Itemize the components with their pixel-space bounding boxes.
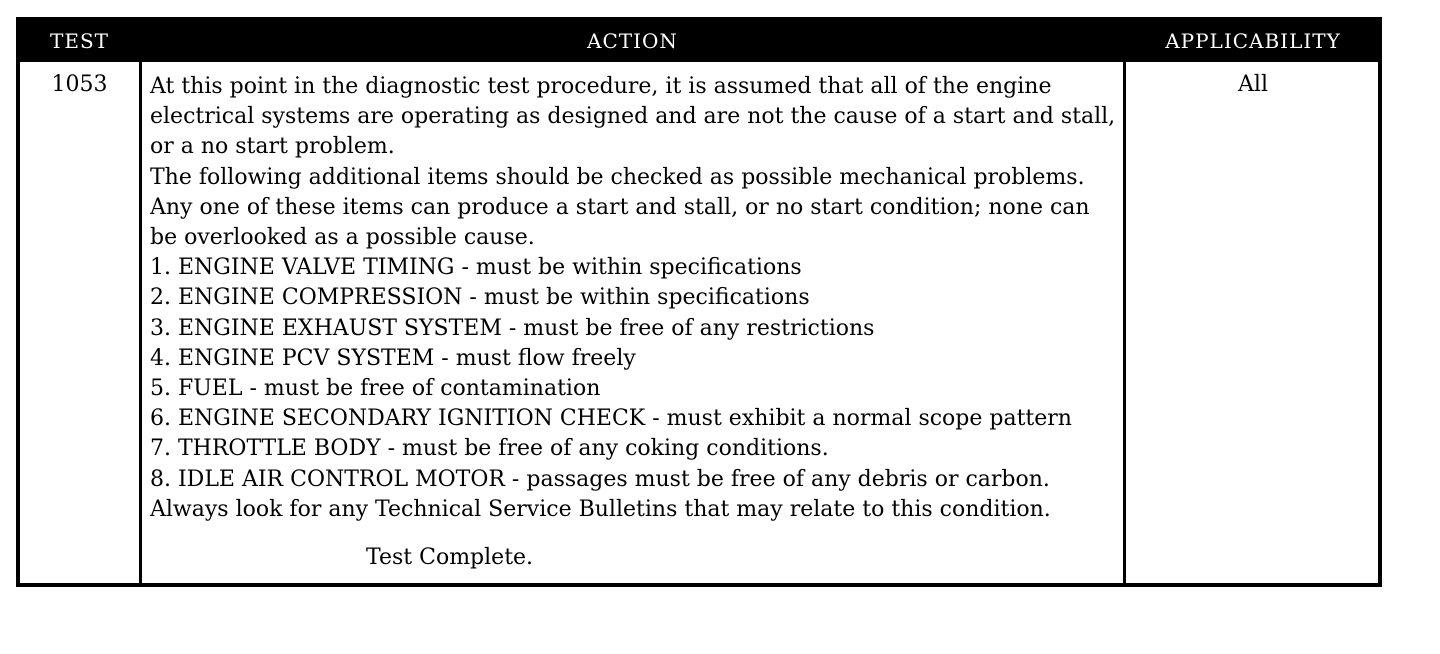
checklist-item: 4. ENGINE PCV SYSTEM - must flow freely (150, 345, 636, 371)
checklist-item: 7. THROTTLE BODY - must be free of any coking conditions. (150, 436, 829, 462)
action-line: Any one of these items can produce a start and stall, or no start condition; none can (150, 194, 1090, 220)
table-row (20, 62, 1378, 587)
action-line: The following additional items should be checked as possible mechanical problems. (150, 164, 1085, 190)
checklist-item: 5. FUEL - must be free of contamination (150, 376, 601, 402)
applicability-cell (1126, 62, 1380, 587)
checklist-item: 2. ENGINE COMPRESSION - must be within specifications (150, 285, 810, 311)
checklist-item: 8. IDLE AIR CONTROL MOTOR - passages must be free of any debris or carbon. (150, 466, 1050, 492)
header-action: ACTION (587, 29, 678, 53)
test-complete-label: Test Complete. (366, 545, 534, 571)
checklist-item: 1. ENGINE VALVE TIMING - must be within specifications (150, 255, 802, 281)
diagnostic-table (16, 17, 1382, 587)
table-header-row (20, 21, 1378, 62)
action-line: electrical systems are operating as designed and are not the cause of a start and stall, (150, 104, 1116, 130)
checklist-item: 3. ENGINE EXHAUST SYSTEM - must be free of any restrictions (150, 315, 875, 341)
action-line: Always look for any Technical Service Bulletins that may relate to this condition. (150, 496, 1051, 522)
checklist-item: 6. ENGINE SECONDARY IGNITION CHECK - must exhibit a normal scope pattern (150, 406, 1072, 432)
applicability-value: All (1238, 72, 1268, 97)
header-test: TEST (50, 29, 109, 53)
header-applicability: APPLICABILITY (1165, 29, 1341, 53)
test-number-cell (20, 62, 139, 587)
action-line: be overlooked as a possible cause. (150, 225, 535, 251)
action-line: At this point in the diagnostic test procedure, it is assumed that all of the engine (150, 74, 1052, 99)
action-line: or a no start problem. (150, 134, 395, 160)
test-number: 1053 (51, 72, 108, 97)
action-cell (139, 62, 1126, 587)
